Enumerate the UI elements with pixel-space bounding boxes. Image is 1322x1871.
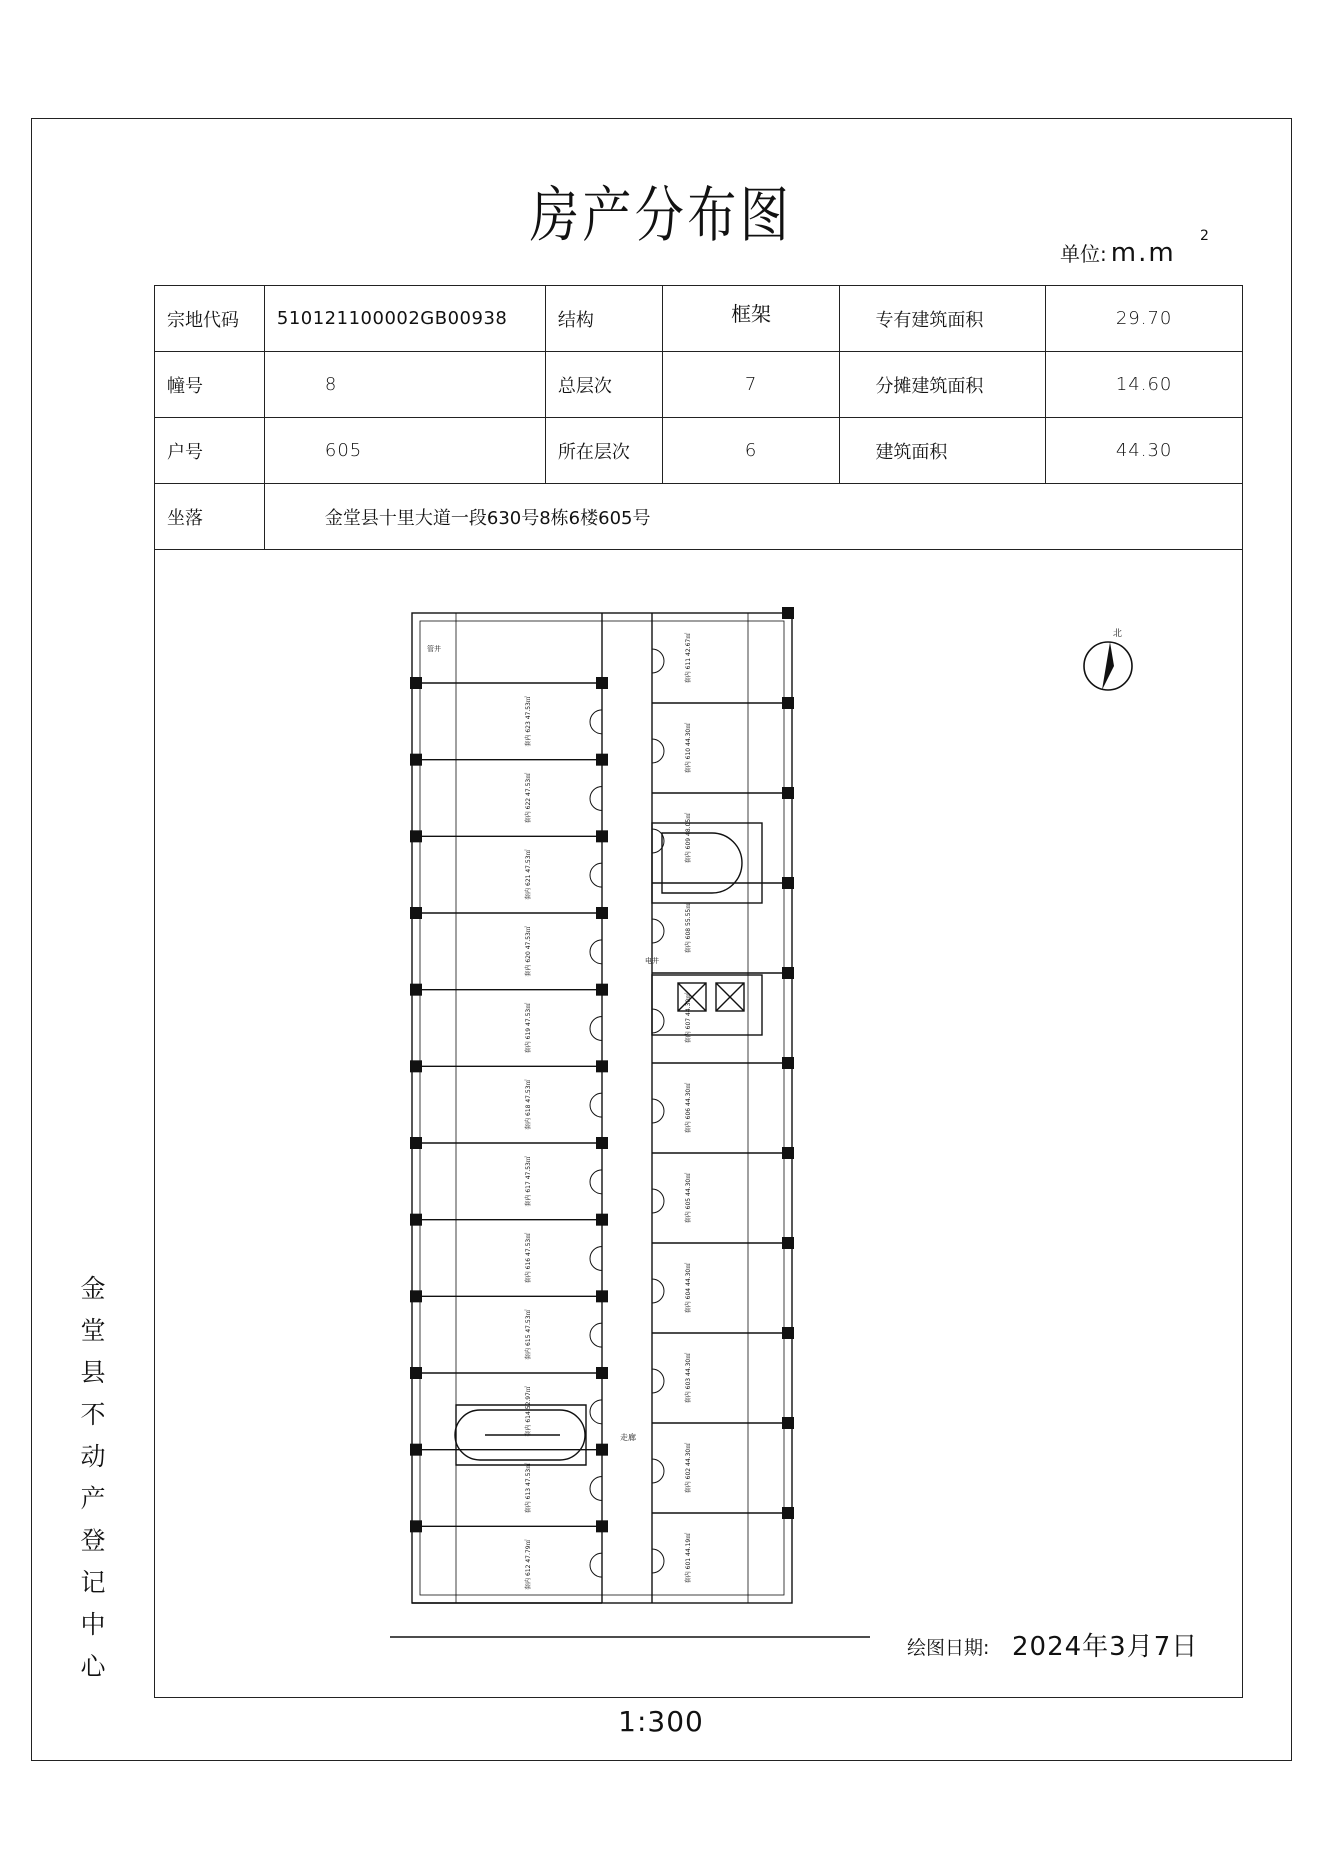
- total-floors-label: 总层次: [545, 352, 662, 418]
- column: [596, 830, 608, 842]
- room-label-right: 套内 602 44.30㎡: [685, 1442, 692, 1494]
- unit-superscript: 2: [1200, 228, 1209, 244]
- registry-org-vertical: 金堂县不动产登记中心: [80, 1274, 106, 1681]
- compass-needle: [1102, 642, 1114, 690]
- door-swing: [590, 1477, 602, 1501]
- column: [596, 984, 608, 996]
- door-swing: [652, 1279, 664, 1303]
- structure-label: 结构: [545, 286, 662, 352]
- door-swing: [590, 1017, 602, 1041]
- door-swing: [652, 1099, 664, 1123]
- column: [596, 907, 608, 919]
- door-swing: [590, 710, 602, 734]
- location-label: 坐落: [155, 484, 265, 550]
- column: [596, 1060, 608, 1072]
- column: [782, 1417, 794, 1429]
- column: [782, 607, 794, 619]
- door-swing: [590, 1400, 602, 1424]
- column: [782, 787, 794, 799]
- room-label-right: 套内 611 42.67㎡: [685, 632, 692, 684]
- scale-label: 1:300: [618, 1705, 704, 1738]
- column: [596, 754, 608, 766]
- floor-label: 所在层次: [545, 418, 662, 484]
- exclusive-area-label: 专有建筑面积: [840, 286, 1046, 352]
- column: [410, 1290, 422, 1302]
- door-swing: [590, 1247, 602, 1271]
- room-label-left: 套内 619 47.53㎡: [525, 1002, 532, 1054]
- electric-room-label: 电井: [645, 957, 659, 965]
- elevator-lobby: [652, 975, 762, 1035]
- drawing-date-label: 绘图日期:: [907, 1637, 990, 1659]
- room-label-right: 套内 607 44.30㎡: [685, 992, 692, 1044]
- corridor-label: 走廊: [620, 1433, 636, 1442]
- column: [596, 1520, 608, 1532]
- column: [782, 1237, 794, 1249]
- room-label-right: 套内 609 48.05㎡: [685, 812, 692, 864]
- column: [596, 1214, 608, 1226]
- column: [410, 1444, 422, 1456]
- unit-no-value: 605: [264, 418, 545, 484]
- shared-area-label: 分摊建筑面积: [840, 352, 1046, 418]
- door-swing: [652, 919, 664, 943]
- room-label-left: 套内 614 52.97㎡: [525, 1386, 532, 1437]
- column: [782, 1057, 794, 1069]
- column: [782, 1147, 794, 1159]
- column: [410, 830, 422, 842]
- drawing-date-value: 2024年3月7日: [1012, 1632, 1199, 1662]
- parcel-code-value: 510121100002GB00938: [264, 286, 545, 352]
- building-no-label: 幢号: [155, 352, 265, 418]
- room-label-right: 套内 603 44.30㎡: [685, 1352, 692, 1404]
- structure-value: 框架: [662, 286, 840, 352]
- column: [596, 1367, 608, 1379]
- column: [410, 1520, 422, 1532]
- column: [782, 967, 794, 979]
- column: [410, 1214, 422, 1226]
- door-swing: [590, 863, 602, 887]
- building-area-label: 建筑面积: [840, 418, 1046, 484]
- room-label-left: 套内 622 47.53㎡: [525, 772, 532, 824]
- room-label-right: 套内 606 44.30㎡: [685, 1082, 692, 1134]
- room-label-right: 套内 608 55.55㎡: [685, 902, 692, 954]
- column: [782, 1507, 794, 1519]
- stair-core: [652, 823, 762, 903]
- room-label-right: 套内 604 44.30㎡: [685, 1262, 692, 1314]
- door-swing: [652, 1459, 664, 1483]
- column: [782, 877, 794, 889]
- room-label-right: 套内 605 44.30㎡: [685, 1172, 692, 1224]
- door-swing: [652, 1189, 664, 1213]
- column: [782, 697, 794, 709]
- unit-value: m.m: [1110, 238, 1176, 268]
- floor-plan: [390, 595, 880, 1645]
- compass-label: 北: [1113, 629, 1123, 639]
- shared-area-value: 14.60: [1046, 352, 1243, 418]
- document-title: 房产分布图: [529, 181, 793, 251]
- door-swing: [652, 739, 664, 763]
- door-swing: [652, 649, 664, 673]
- room-label-left: 套内 620 47.53㎡: [525, 926, 532, 977]
- column: [410, 1060, 422, 1072]
- total-floors-value: 7: [662, 352, 840, 418]
- column: [596, 677, 608, 689]
- column: [410, 984, 422, 996]
- door-swing: [590, 1093, 602, 1117]
- door-swing: [652, 1549, 664, 1573]
- door-swing: [590, 787, 602, 811]
- room-label-left: 套内 613 47.53㎡: [525, 1462, 532, 1514]
- location-value: 金堂县十里大道一段630号8栋6楼605号: [264, 484, 1242, 550]
- north-arrow: [1080, 626, 1140, 696]
- room-label-left: 套内 615 47.53㎡: [525, 1309, 532, 1360]
- door-swing: [590, 940, 602, 964]
- column: [410, 754, 422, 766]
- unit-label-text: 单位:: [1060, 242, 1107, 266]
- room-label-left: 套内 618 47.53㎡: [525, 1079, 532, 1130]
- property-info-table: [154, 285, 1243, 550]
- room-label-right: 套内 601 44.19㎡: [685, 1532, 692, 1584]
- room-label-left: 套内 623 47.53㎡: [525, 696, 532, 747]
- stair-north: [662, 833, 742, 893]
- column: [596, 1444, 608, 1456]
- door-swing: [652, 1369, 664, 1393]
- room-label-left: 套内 612 47.79㎡: [525, 1539, 532, 1590]
- unit-no-label: 户号: [155, 418, 265, 484]
- room-label-left: 套内 617 47.53㎡: [525, 1156, 532, 1207]
- column: [410, 907, 422, 919]
- door-swing: [590, 1553, 602, 1577]
- building-no-value: 8: [264, 352, 545, 418]
- column: [410, 1367, 422, 1379]
- column: [596, 1137, 608, 1149]
- column: [596, 1290, 608, 1302]
- column: [410, 1137, 422, 1149]
- pipe-room-label: 管井: [427, 645, 441, 653]
- exclusive-area-value: 29.70: [1046, 286, 1243, 352]
- building-area-value: 44.30: [1046, 418, 1243, 484]
- column: [410, 677, 422, 689]
- door-swing: [590, 1170, 602, 1194]
- room-label-right: 套内 610 44.30㎡: [685, 722, 692, 774]
- unit-label: [1060, 228, 1209, 268]
- parcel-code-label: 宗地代码: [155, 286, 265, 352]
- floor-value: 6: [662, 418, 840, 484]
- column: [782, 1327, 794, 1339]
- room-label-left: 套内 616 47.53㎡: [525, 1232, 532, 1284]
- room-label-left: 套内 621 47.53㎡: [525, 849, 532, 900]
- door-swing: [652, 1009, 664, 1033]
- door-swing: [590, 1323, 602, 1347]
